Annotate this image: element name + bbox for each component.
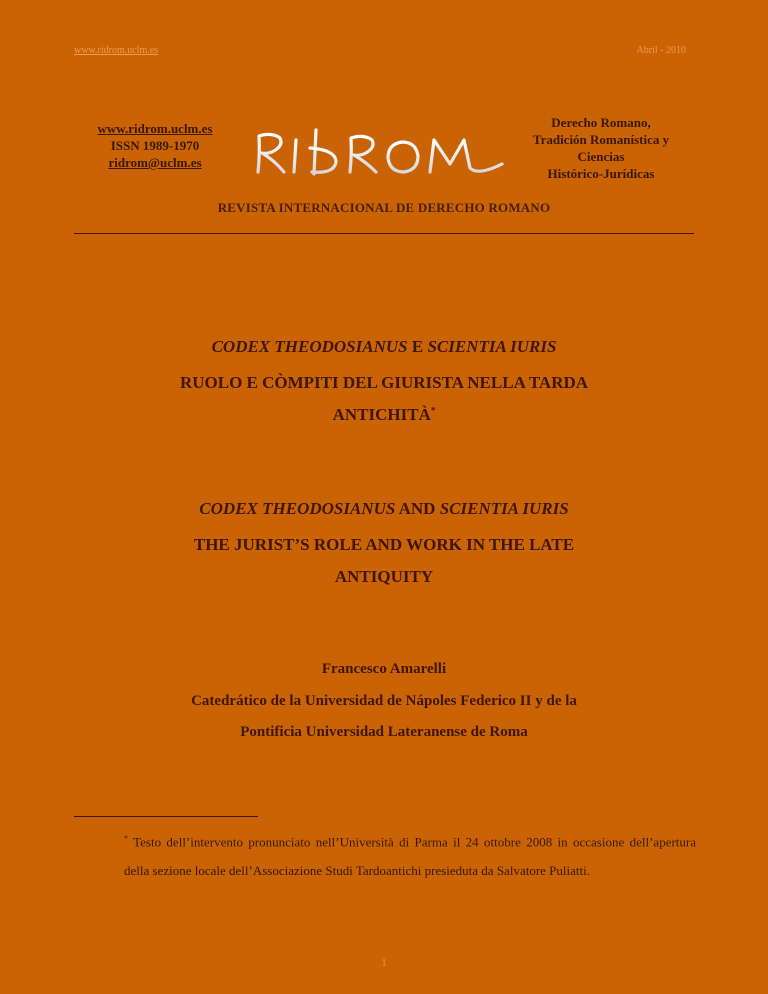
title-footnote-mark[interactable]: * [430, 405, 436, 416]
title-en-codex: CODEX THEODOSIANUS [199, 499, 396, 518]
journal-subtitle: REVISTA INTERNACIONAL DE DERECHO ROMANO [217, 200, 551, 215]
masthead-description [508, 114, 694, 182]
title-it-line3 [0, 405, 768, 425]
title-it-codex: CODEX THEODOSIANUS [211, 337, 408, 356]
footnote-divider [74, 816, 258, 817]
title-it-line1 [0, 337, 768, 357]
title-en-conj: AND [395, 499, 440, 518]
logo-text: RIDROM [252, 120, 257, 121]
page-number: 1 [381, 958, 387, 969]
footnote [124, 824, 696, 885]
masthead-desc-line2: Tradición Romanística y [532, 132, 670, 147]
masthead-divider [74, 233, 694, 234]
title-en-scientia: SCIENTIA IURIS [439, 499, 569, 518]
title-it-scientia: SCIENTIA IURIS [427, 337, 557, 356]
footnote-mark: * [124, 834, 128, 843]
masthead-email-link[interactable]: ridrom@uclm.es [108, 155, 202, 170]
masthead-contact-block [72, 120, 238, 171]
header-url-link[interactable]: www.ridrom.uclm.es [74, 45, 159, 56]
author-name: Francesco Amarelli [321, 661, 447, 677]
masthead-url-link[interactable]: www.ridrom.uclm.es [97, 121, 213, 136]
masthead-desc-line4: Histórico-Jurídicas [547, 166, 655, 181]
masthead-desc-line3: Ciencias [577, 149, 625, 164]
ridrom-logo [252, 120, 510, 184]
masthead-issn: ISSN 1989-1970 [110, 138, 200, 153]
title-en-line2: THE JURIST’S ROLE AND WORK IN THE LATE [193, 535, 575, 554]
title-en-line1 [0, 499, 768, 519]
author-affiliation-line1: Catedrático de la Universidad de Nápoles Federico II y de la [191, 693, 577, 709]
footnote-text: Testo dell’intervento pronunciato nell’Università di Parma il 24 ottobre 2008 in occasione dell’apertura della sezione locale dell’Associazione Studi Tardoantichi presieduta da Salvatore Puliatti. [124, 834, 696, 879]
title-en-line3: ANTIQUITY [334, 567, 434, 586]
masthead-desc-line1: Derecho Romano, [551, 115, 651, 130]
title-it-conj: E [407, 337, 428, 356]
title-it-line2: RUOLO E CÒMPITI DEL GIURISTA NELLA TARDA [179, 373, 589, 392]
header-date: Abril - 2010 [636, 45, 686, 56]
author-affiliation-line2: Pontificia Universidad Lateranense de Roma [240, 724, 528, 740]
title-it-line3-text: ANTICHITÀ [332, 405, 431, 424]
